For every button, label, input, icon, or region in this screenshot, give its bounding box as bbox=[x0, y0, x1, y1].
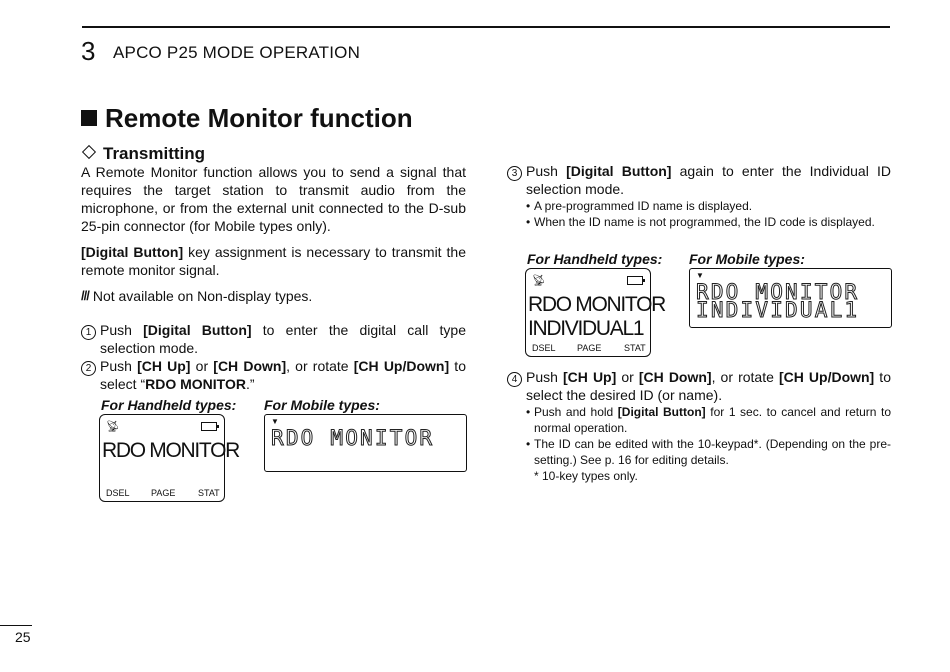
ch-updown-ref: [CH Up/Down] bbox=[353, 358, 450, 374]
ch-updown-ref: [CH Up/Down] bbox=[778, 369, 875, 385]
page-number-rule bbox=[0, 625, 32, 626]
softkey-stat: STAT bbox=[624, 343, 646, 353]
step-3-text-rest: again to enter the Individual ID selection mode. bbox=[526, 163, 891, 197]
chapter-number: 3 bbox=[81, 36, 96, 66]
ch-down-ref: [CH Down] bbox=[638, 369, 712, 385]
step-4-or: or bbox=[616, 369, 639, 385]
ch-up-ref: [CH Up] bbox=[137, 358, 191, 374]
page-number: 25 bbox=[15, 629, 31, 645]
mobile-label-1: For Mobile types: bbox=[264, 397, 380, 413]
note bbox=[81, 287, 466, 305]
battery-icon bbox=[627, 276, 643, 285]
mobile-display-2 bbox=[689, 268, 892, 328]
step-2-select: to select “ bbox=[100, 358, 466, 392]
mobile-display-2-line1: RDO MONITOR bbox=[696, 280, 860, 304]
rdo-monitor-ref: RDO MONITOR bbox=[145, 376, 246, 392]
step-3-bullet-2-text: When the ID name is not programmed, the ID code is displayed. bbox=[534, 215, 875, 229]
header-rule bbox=[82, 26, 890, 28]
step-2-or: or bbox=[190, 358, 214, 374]
step-4-bullet-1-rest: for 1 sec. to cancel and return to normal operation. bbox=[534, 405, 891, 435]
not-available-icon: /// bbox=[81, 288, 89, 303]
step-1-text: Push bbox=[100, 322, 144, 338]
step-2-number: 2 bbox=[81, 361, 96, 376]
chapter-title: APCO P25 MODE OPERATION bbox=[113, 43, 361, 62]
step-2-rotate: , or rotate bbox=[286, 358, 354, 374]
mobile-display-1-line1: RDO MONITOR bbox=[271, 426, 435, 450]
battery-icon bbox=[201, 422, 217, 431]
subsection-title bbox=[81, 144, 466, 163]
step-3-bullet-1: • A pre-programmed ID name is displayed. bbox=[526, 198, 891, 214]
softkey-dsel: DSEL bbox=[106, 488, 130, 498]
step-4 bbox=[507, 368, 891, 404]
antenna-icon: 📡︎ bbox=[106, 421, 120, 433]
antenna-icon: ▼ bbox=[271, 417, 279, 426]
step-3-button: [Digital Button] bbox=[566, 163, 672, 179]
key-assignment-text: key assignment is necessary to transmit the remote monitor signal. bbox=[81, 244, 466, 278]
step-3 bbox=[507, 162, 891, 198]
handheld-display-2-line1: RDO MONITOR bbox=[528, 293, 665, 316]
softkey-page: PAGE bbox=[151, 488, 176, 498]
mobile-display-1 bbox=[264, 414, 467, 472]
intro-paragraph: A Remote Monitor function allows you to send a signal that requires the target station to transmit audio from the microphone, or from the external unit connected to the D-sub 25-pin connector (for Mobile types only). bbox=[81, 164, 466, 234]
ch-down-ref: [CH Down] bbox=[213, 358, 287, 374]
handheld-label-1: For Handheld types: bbox=[101, 397, 237, 413]
section-title bbox=[81, 102, 413, 134]
right-column bbox=[507, 162, 891, 230]
step-2-end: .” bbox=[245, 376, 255, 392]
digital-button-ref: [Digital Button] bbox=[617, 405, 706, 419]
ch-up-ref: [CH Up] bbox=[562, 369, 617, 385]
handheld-display-1 bbox=[99, 414, 239, 502]
step-4-bullet-1-text: Push and hold bbox=[534, 405, 618, 419]
step-2-text: Push bbox=[100, 358, 138, 374]
step-4-bullet-1: • Push and hold [Digital Button] for 1 sec. to cancel and return to normal operation. bbox=[526, 405, 891, 435]
softkey-stat: STAT bbox=[198, 488, 220, 498]
section-title-text: Remote Monitor function bbox=[105, 103, 413, 133]
step-3-bullet-2: • When the ID name is not programmed, the ID code is displayed. bbox=[526, 214, 891, 230]
step-3-bullet-1-text: A pre-programmed ID name is displayed. bbox=[534, 199, 753, 213]
step-4-text-rest: to select the desired ID (or name). bbox=[526, 369, 891, 403]
right-column-lower bbox=[507, 368, 891, 484]
step-1-number: 1 bbox=[81, 325, 96, 340]
antenna-icon: 📡︎ bbox=[532, 275, 546, 287]
softkey-dsel: DSEL bbox=[532, 343, 556, 353]
left-column bbox=[81, 144, 466, 393]
step-1-button: [Digital Button] bbox=[143, 322, 252, 338]
diamond-bullet-icon bbox=[82, 145, 96, 159]
softkey-page: PAGE bbox=[577, 343, 602, 353]
key-assignment-paragraph bbox=[81, 243, 466, 279]
handheld-display-2 bbox=[525, 268, 665, 357]
step-4-bullet-2: • The ID can be edited with the 10-keypad*. (Depending on the pre-setting.) See p. 16 for editing details. bbox=[526, 437, 891, 467]
subsection-title-text: Transmitting bbox=[103, 144, 206, 163]
handheld-label-2: For Handheld types: bbox=[527, 251, 663, 267]
handheld-display-1-line1: RDO MONITOR bbox=[102, 439, 239, 462]
mobile-label-2: For Mobile types: bbox=[689, 251, 805, 267]
mobile-display-2-line2: INDIVIDUAL1 bbox=[696, 298, 860, 322]
step-3-text: Push bbox=[526, 163, 567, 179]
step-1 bbox=[81, 321, 466, 357]
handheld-display-2-line2: INDIVIDUAL1 bbox=[528, 317, 644, 340]
step-4-bullet-2-text: The ID can be edited with the 10-keypad*. (Depending on the pre-setting.) See p. 16 for editing details. bbox=[534, 437, 891, 467]
note-text: Not available on Non-display types. bbox=[92, 288, 313, 304]
digital-button-ref: [Digital Button] bbox=[81, 244, 184, 260]
square-bullet-icon bbox=[81, 110, 97, 126]
step-4-number: 4 bbox=[507, 372, 522, 387]
footnote: * 10-key types only. bbox=[534, 469, 638, 483]
step-4-rotate: , or rotate bbox=[711, 369, 779, 385]
step-3-number: 3 bbox=[507, 166, 522, 181]
antenna-icon: ▼ bbox=[696, 271, 704, 280]
step-2 bbox=[81, 357, 466, 393]
step-1-text-rest: to enter the digital call type selection mode. bbox=[100, 322, 466, 356]
step-4-text: Push bbox=[526, 369, 563, 385]
